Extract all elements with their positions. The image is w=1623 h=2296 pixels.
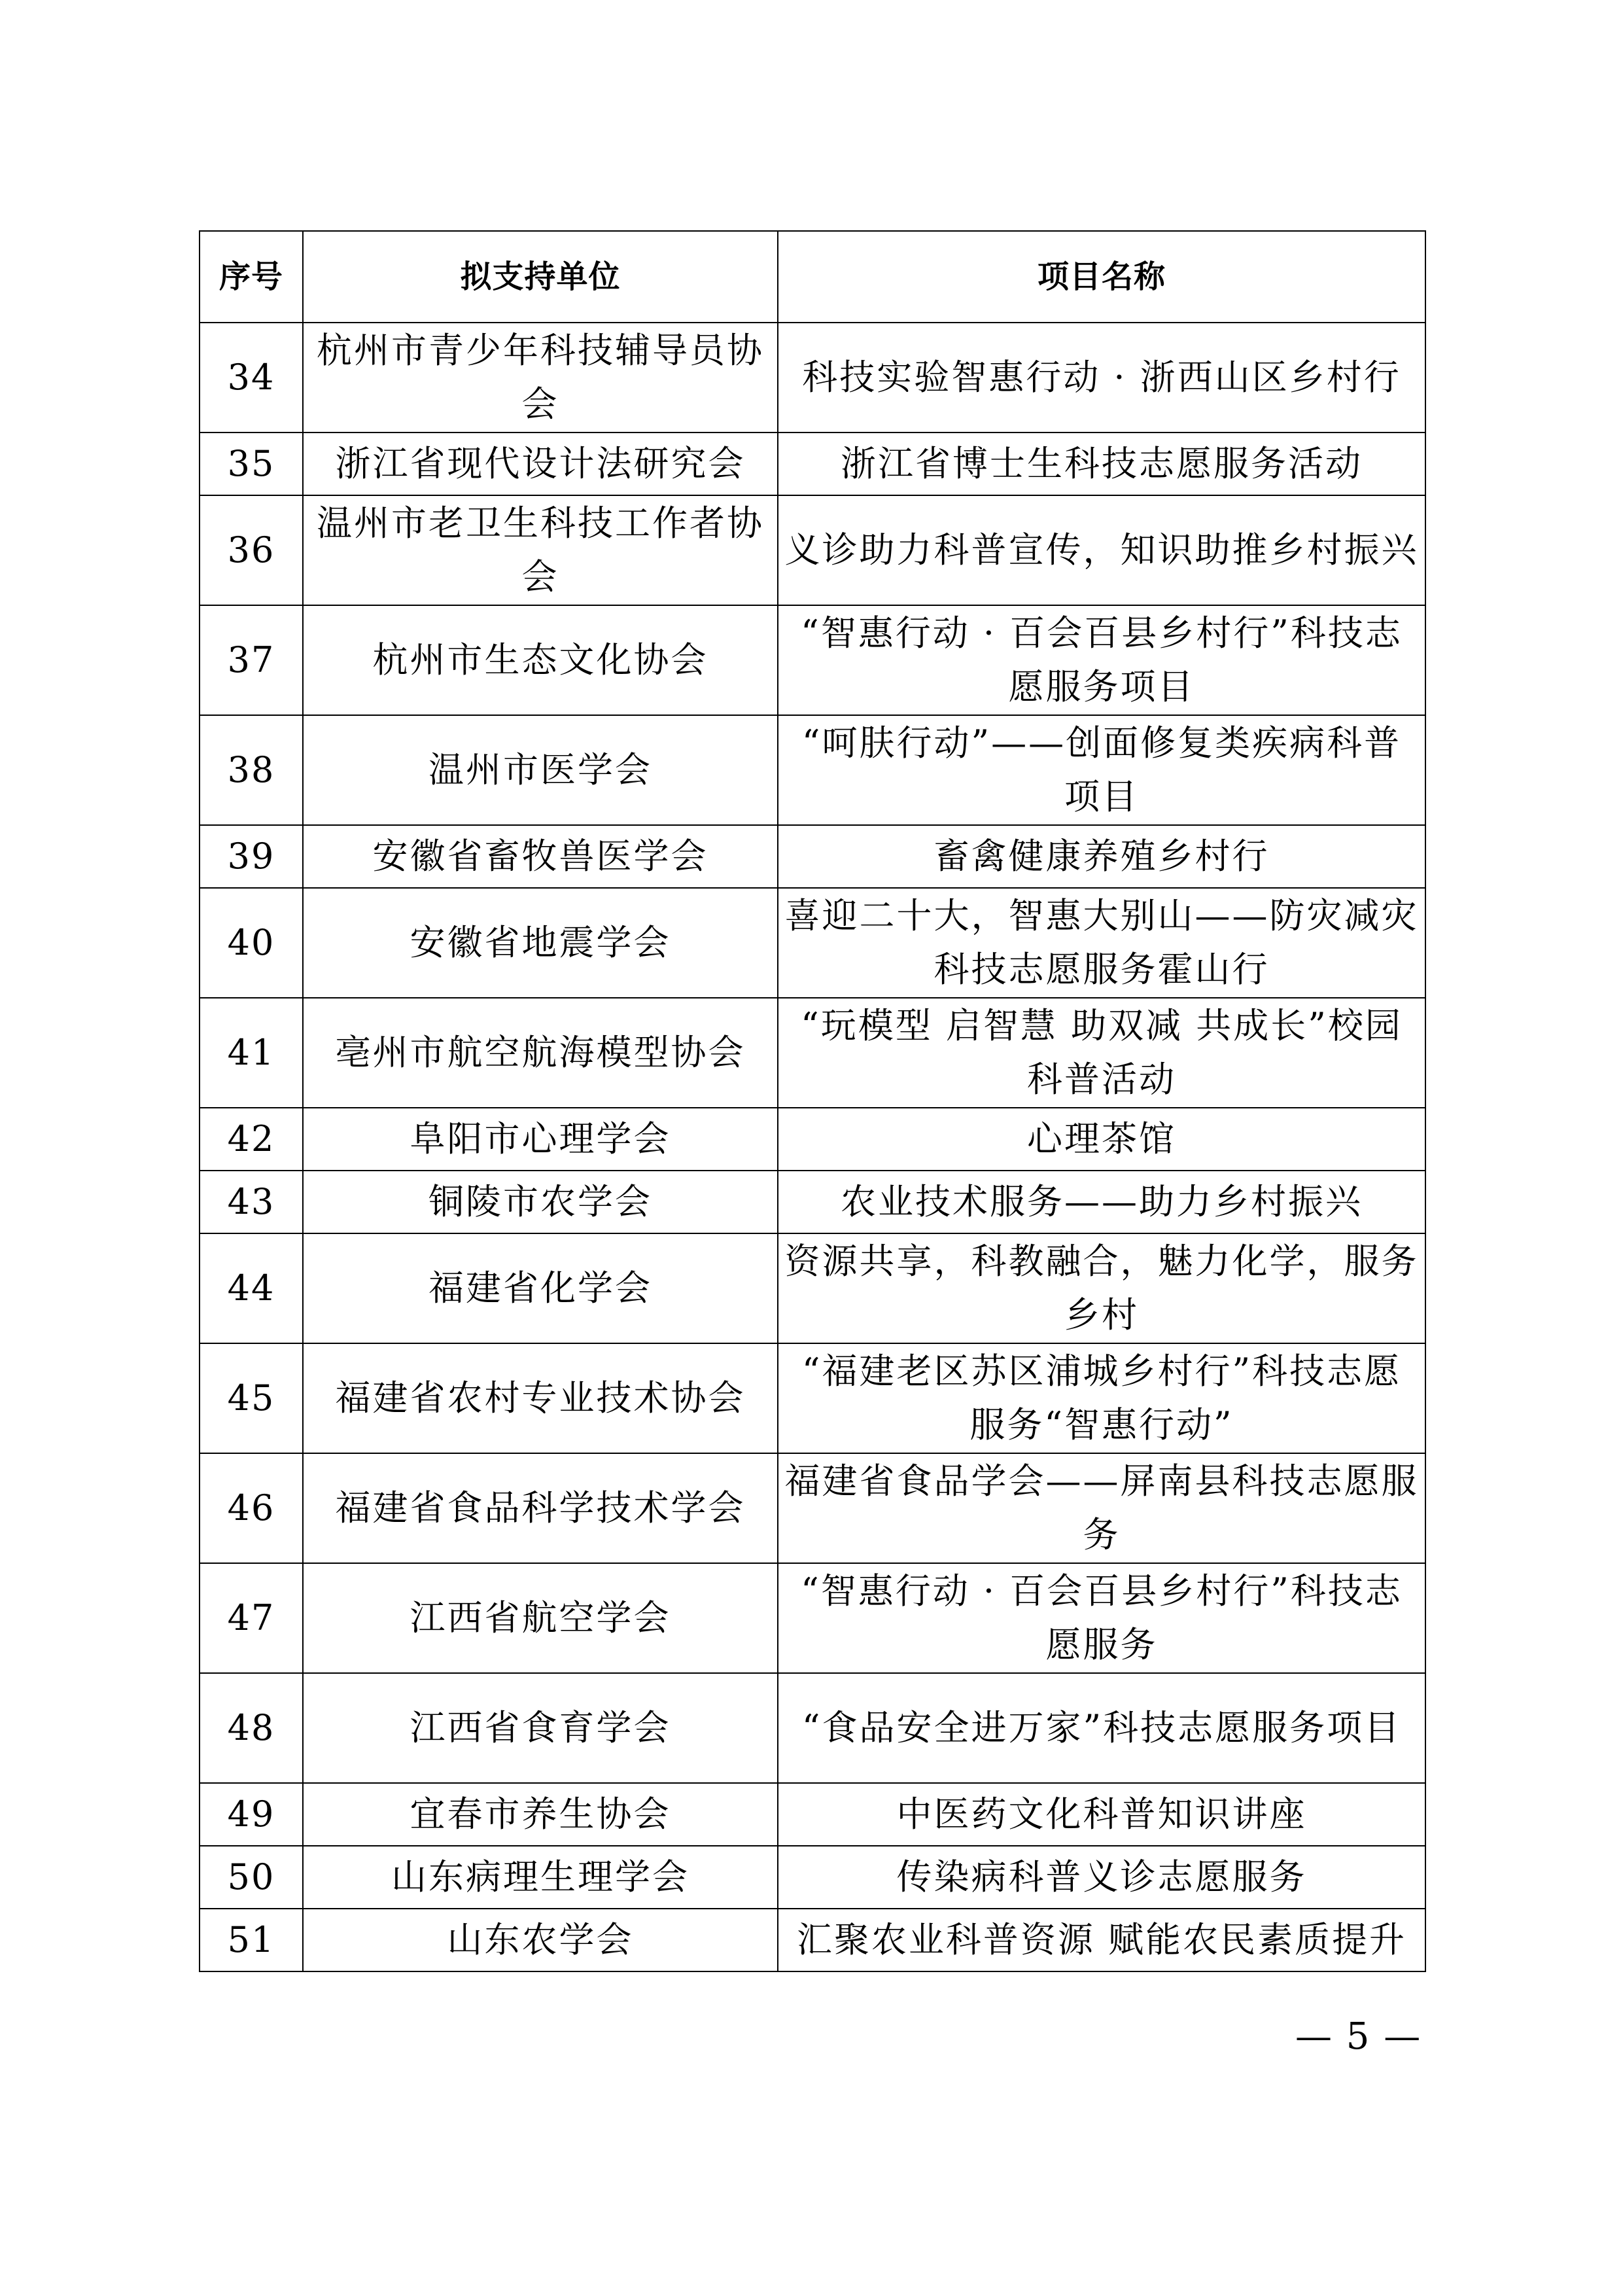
row-project: “食品安全进万家”科技志愿服务项目 xyxy=(778,1673,1425,1783)
row-number: 36 xyxy=(200,495,303,605)
row-project: “玩模型 启智慧 助双减 共成长”校园科普活动 xyxy=(778,998,1425,1108)
row-number: 40 xyxy=(200,888,303,998)
table-row xyxy=(200,825,1425,888)
row-project: 浙江省博士生科技志愿服务活动 xyxy=(778,433,1425,495)
row-number: 34 xyxy=(200,323,303,433)
table-row xyxy=(200,1846,1425,1909)
row-org: 安徽省畜牧兽医学会 xyxy=(303,825,778,888)
row-project: “呵肤行动”——创面修复类疾病科普项目 xyxy=(778,715,1425,825)
table-row xyxy=(200,1108,1425,1171)
header-supported-org: 拟支持单位 xyxy=(303,231,778,323)
row-project: 福建省食品学会——屏南县科技志愿服务 xyxy=(778,1453,1425,1563)
row-org: 福建省化学会 xyxy=(303,1233,778,1343)
row-number: 42 xyxy=(200,1108,303,1171)
row-org: 杭州市生态文化协会 xyxy=(303,605,778,715)
row-number: 41 xyxy=(200,998,303,1108)
row-number: 43 xyxy=(200,1171,303,1233)
row-org: 温州市医学会 xyxy=(303,715,778,825)
table-row xyxy=(200,495,1425,605)
row-org: 阜阳市心理学会 xyxy=(303,1108,778,1171)
row-number: 35 xyxy=(200,433,303,495)
row-org: 温州市老卫生科技工作者协会 xyxy=(303,495,778,605)
row-number: 39 xyxy=(200,825,303,888)
table-header-row xyxy=(200,231,1425,323)
table-row xyxy=(200,1453,1425,1563)
header-serial-number: 序号 xyxy=(200,231,303,323)
row-project: 农业技术服务——助力乡村振兴 xyxy=(778,1171,1425,1233)
table-row xyxy=(200,1233,1425,1343)
row-project: “智惠行动 · 百会百县乡村行”科技志愿服务 xyxy=(778,1563,1425,1673)
row-number: 44 xyxy=(200,1233,303,1343)
row-org: 安徽省地震学会 xyxy=(303,888,778,998)
row-org: 杭州市青少年科技辅导员协会 xyxy=(303,323,778,433)
table-row xyxy=(200,888,1425,998)
row-number: 50 xyxy=(200,1846,303,1909)
row-project: 心理茶馆 xyxy=(778,1108,1425,1171)
row-project: 资源共享，科教融合，魅力化学，服务乡村 xyxy=(778,1233,1425,1343)
table-row xyxy=(200,1171,1425,1233)
row-project: 义诊助力科普宣传，知识助推乡村振兴 xyxy=(778,495,1425,605)
table-row xyxy=(200,998,1425,1108)
row-project: “福建老区苏区浦城乡村行”科技志愿服务“智惠行动” xyxy=(778,1343,1425,1453)
row-number: 47 xyxy=(200,1563,303,1673)
table-row xyxy=(200,1783,1425,1846)
table-row xyxy=(200,605,1425,715)
table-row xyxy=(200,1909,1425,1971)
row-project: 科技实验智惠行动 · 浙西山区乡村行 xyxy=(778,323,1425,433)
row-project: 汇聚农业科普资源 赋能农民素质提升 xyxy=(778,1909,1425,1971)
row-org: 亳州市航空航海模型协会 xyxy=(303,998,778,1108)
row-number: 38 xyxy=(200,715,303,825)
table-row xyxy=(200,323,1425,433)
row-number: 45 xyxy=(200,1343,303,1453)
table-row xyxy=(200,1343,1425,1453)
row-project: 畜禽健康养殖乡村行 xyxy=(778,825,1425,888)
row-number: 49 xyxy=(200,1783,303,1846)
row-project: 喜迎二十大，智惠大别山——防灾减灾科技志愿服务霍山行 xyxy=(778,888,1425,998)
row-org: 山东病理生理学会 xyxy=(303,1846,778,1909)
table-row xyxy=(200,1563,1425,1673)
row-project: “智惠行动 · 百会百县乡村行”科技志愿服务项目 xyxy=(778,605,1425,715)
table-row xyxy=(200,1673,1425,1783)
row-org: 福建省农村专业技术协会 xyxy=(303,1343,778,1453)
row-org: 浙江省现代设计法研究会 xyxy=(303,433,778,495)
row-org: 福建省食品科学技术学会 xyxy=(303,1453,778,1563)
row-org: 山东农学会 xyxy=(303,1909,778,1971)
row-org: 江西省食育学会 xyxy=(303,1673,778,1783)
page-number: — 5 — xyxy=(1295,2015,1422,2058)
table-row xyxy=(200,715,1425,825)
row-project: 中医药文化科普知识讲座 xyxy=(778,1783,1425,1846)
row-number: 37 xyxy=(200,605,303,715)
row-project: 传染病科普义诊志愿服务 xyxy=(778,1846,1425,1909)
row-number: 48 xyxy=(200,1673,303,1783)
header-project-name: 项目名称 xyxy=(778,231,1425,323)
row-org: 铜陵市农学会 xyxy=(303,1171,778,1233)
row-number: 46 xyxy=(200,1453,303,1563)
row-number: 51 xyxy=(200,1909,303,1971)
row-org: 江西省航空学会 xyxy=(303,1563,778,1673)
table-row xyxy=(200,433,1425,495)
project-table xyxy=(199,230,1426,1972)
row-org: 宜春市养生协会 xyxy=(303,1783,778,1846)
